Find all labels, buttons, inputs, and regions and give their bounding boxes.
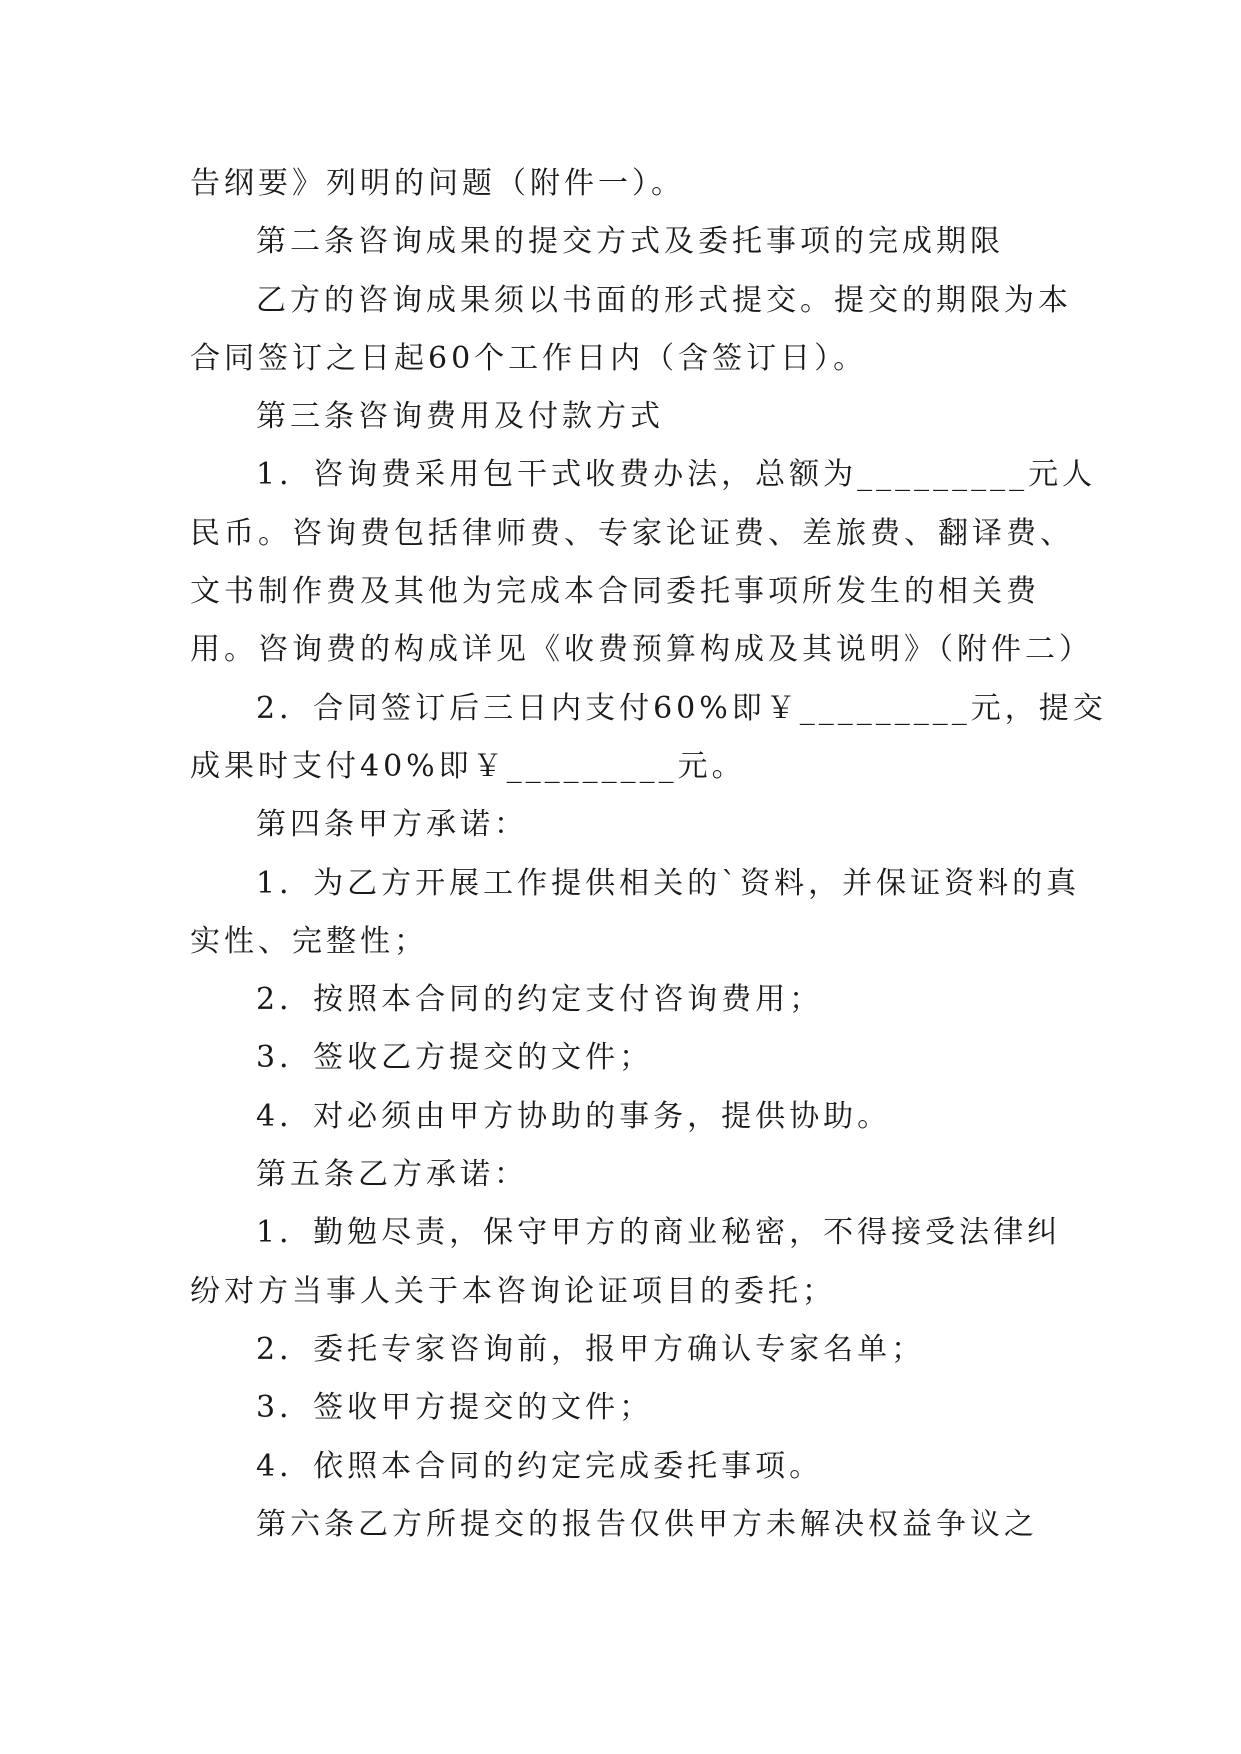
text-line-19: 1．勤勉尽责，保守甲方的商业秘密，不得接受法律纠 (256, 1215, 1062, 1251)
article-4-heading: 第四条甲方承诺： (256, 807, 528, 843)
text-line-6: 1．咨询费采用包干式收费办法，总额为_________元人 (256, 457, 1097, 493)
text-line-8: 文书制作费及其他为完成本合同委托事项所发生的相关费 (190, 574, 1040, 610)
article-2-heading: 第二条咨询成果的提交方式及委托事项的完成期限 (256, 224, 1004, 260)
text-line-9: 用。咨询费的构成详见《收费预算构成及其说明》（附件二） (190, 632, 1093, 668)
text-line-20: 纷对方当事人关于本咨询论证项目的委托； (190, 1273, 836, 1309)
text-line-13: 1．为乙方开展工作提供相关的`资料，并保证资料的真 (256, 865, 1081, 901)
text-line-17: 4．对必须由甲方协助的事务，提供协助。 (256, 1098, 892, 1134)
article-6-heading: 第六条乙方所提交的报告仅供甲方未解决权益争议之 (256, 1506, 1038, 1542)
document-body (190, 155, 1107, 1554)
text-line-7: 民币。咨询费包括律师费、专家论证费、差旅费、翻译费、 (190, 515, 1074, 551)
text-line-4: 合同签订之日起60个工作日内（含签订日）。 (190, 340, 868, 376)
article-3-heading: 第三条咨询费用及付款方式 (256, 399, 664, 435)
text-line-21: 2．委托专家咨询前，报甲方确认专家名单； (256, 1331, 926, 1367)
text-line-11: 成果时支付40%即￥_________元。 (190, 748, 746, 784)
text-line-3: 乙方的咨询成果须以书面的形式提交。提交的期限为本 (256, 282, 1072, 318)
article-5-heading: 第五条乙方承诺： (256, 1157, 528, 1193)
text-line-23: 4．依照本合同的约定完成委托事项。 (256, 1448, 824, 1484)
text-line-15: 2．按照本合同的约定支付咨询费用； (256, 982, 824, 1018)
text-line-1: 告纲要》列明的问题（附件一）。 (190, 166, 685, 201)
text-line-14: 实性、完整性； (190, 923, 428, 959)
text-line-16: 3．签收乙方提交的文件； (256, 1040, 654, 1076)
text-line-22: 3．签收甲方提交的文件； (256, 1390, 654, 1426)
text-line-10: 2．合同签订后三日内支付60%即￥_________元，提交 (256, 690, 1107, 726)
